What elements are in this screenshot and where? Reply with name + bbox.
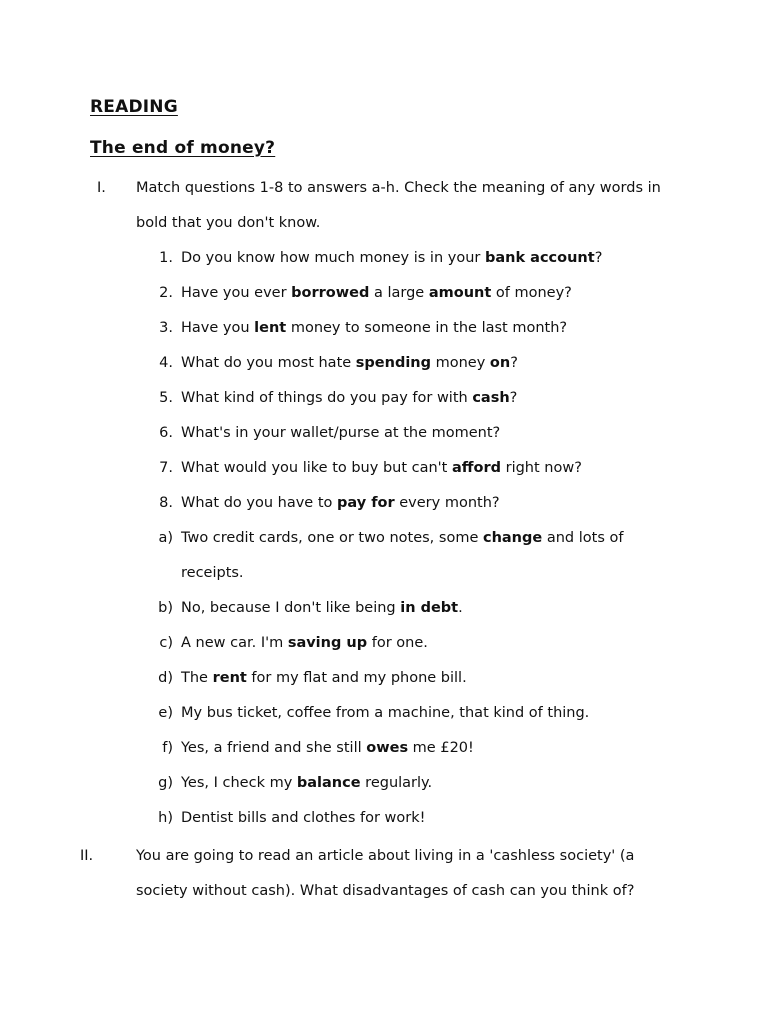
text-segment: every month? — [394, 495, 500, 511]
key-vocabulary: change — [482, 530, 543, 546]
question-5-text — [181, 388, 517, 408]
question-6-text — [181, 423, 500, 443]
answer-c-marker: c) — [159, 635, 173, 651]
answer-d-marker: d) — [158, 670, 173, 686]
answer-a-marker: a) — [158, 530, 173, 546]
answer-f-marker: f) — [162, 740, 173, 756]
key-vocabulary: afford — [451, 460, 501, 476]
text-segment: regularly. — [360, 775, 433, 791]
answer-b-marker: b) — [158, 600, 173, 616]
section-2-instruction-line-2: society without cash). What disadvantages of cash can you think of? — [136, 883, 635, 899]
text-segment: What do you most hate — [181, 355, 356, 371]
text-segment: Have you — [181, 320, 255, 336]
text-segment: What's in your wallet/purse at the moment? — [181, 425, 501, 441]
answer-f-text — [181, 738, 474, 758]
answer-a-continuation: receipts. — [181, 565, 244, 581]
text-segment: Dentist bills and clothes for work! — [181, 810, 426, 826]
key-vocabulary: in debt — [400, 600, 459, 616]
question-1-marker: 1. — [159, 250, 173, 266]
question-4-text — [181, 353, 518, 373]
text-segment: a large — [369, 285, 429, 301]
answer-e-marker: e) — [158, 705, 173, 721]
question-6-marker: 6. — [159, 425, 173, 441]
section-1-instruction-line-2: bold that you don't know. — [136, 215, 321, 231]
text-segment: My bus ticket, coffee from a machine, that kind of thing. — [181, 705, 590, 721]
text-segment: right now? — [501, 460, 582, 476]
section-1-instruction-line-1: Match questions 1-8 to answers a-h. Check the meaning of any words in — [136, 180, 661, 196]
section-1-numeral: I. — [97, 180, 106, 196]
text-segment: money to someone in the last month? — [286, 320, 568, 336]
text-segment: ? — [509, 390, 518, 406]
text-segment: Two credit cards, one or two notes, some — [181, 530, 483, 546]
question-8-marker: 8. — [159, 495, 173, 511]
key-vocabulary: on — [489, 355, 511, 371]
key-vocabulary: amount — [428, 285, 492, 301]
key-vocabulary: lent — [254, 320, 287, 336]
text-segment: . — [458, 600, 463, 616]
key-vocabulary: pay for — [337, 495, 395, 511]
key-vocabulary: cash — [472, 390, 510, 406]
question-2-text — [181, 283, 572, 303]
key-vocabulary: owes — [366, 740, 409, 756]
answer-a-text — [181, 528, 623, 548]
text-segment: Yes, I check my — [181, 775, 297, 791]
answer-h-text — [181, 808, 425, 828]
section-heading: READING — [90, 97, 178, 117]
text-segment: A new car. I'm — [181, 635, 288, 651]
text-segment: What kind of things do you pay for with — [181, 390, 473, 406]
question-8-text — [181, 493, 500, 513]
question-7-marker: 7. — [159, 460, 173, 476]
question-5-marker: 5. — [159, 390, 173, 406]
text-segment: ? — [594, 250, 603, 266]
question-7-text — [181, 458, 582, 478]
text-segment: me £20! — [408, 740, 474, 756]
text-segment: Yes, a friend and she still — [181, 740, 367, 756]
answer-g-marker: g) — [158, 775, 173, 791]
key-vocabulary: balance — [296, 775, 361, 791]
key-vocabulary: bank account — [484, 250, 595, 266]
text-segment: What do you have to — [181, 495, 337, 511]
key-vocabulary: rent — [212, 670, 247, 686]
text-segment: The — [181, 670, 213, 686]
article-title: The end of money? — [90, 138, 276, 158]
text-segment: for my flat and my phone bill. — [246, 670, 467, 686]
question-2-marker: 2. — [159, 285, 173, 301]
text-segment: What would you like to buy but can't — [181, 460, 452, 476]
text-segment: of money? — [491, 285, 572, 301]
key-vocabulary: spending — [355, 355, 431, 371]
answer-b-text — [181, 598, 463, 618]
question-3-text — [181, 318, 567, 338]
question-1-text — [181, 248, 602, 268]
answer-d-text — [181, 668, 467, 688]
section-2-numeral: II. — [80, 848, 94, 864]
text-segment: Have you ever — [181, 285, 292, 301]
text-segment: No, because I don't like being — [181, 600, 401, 616]
answer-e-text — [181, 703, 589, 723]
text-segment: for one. — [367, 635, 428, 651]
answer-g-text — [181, 773, 432, 793]
question-4-marker: 4. — [159, 355, 173, 371]
question-3-marker: 3. — [159, 320, 173, 336]
text-segment: money — [431, 355, 490, 371]
text-segment: Do you know how much money is in your — [181, 250, 485, 266]
answer-h-marker: h) — [158, 810, 173, 826]
answer-c-text — [181, 633, 428, 653]
key-vocabulary: saving up — [287, 635, 368, 651]
text-segment: and lots of — [542, 530, 624, 546]
text-segment: ? — [510, 355, 518, 371]
key-vocabulary: borrowed — [291, 285, 370, 301]
section-2-instruction-line-1: You are going to read an article about living in a 'cashless society' (a — [136, 848, 635, 864]
